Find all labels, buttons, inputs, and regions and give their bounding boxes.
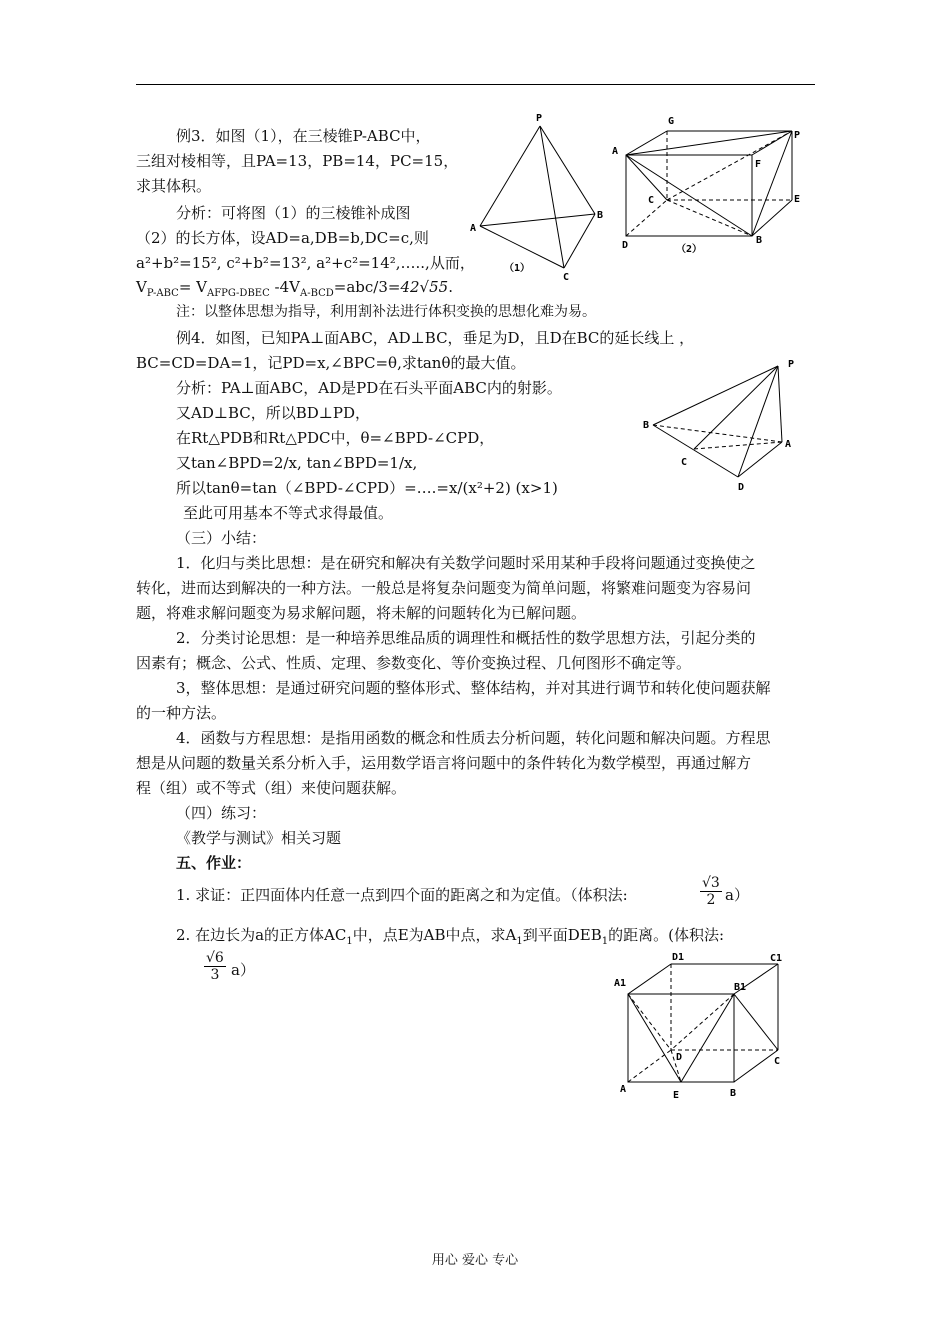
svg-text:A: A: [470, 223, 477, 234]
svg-text:C: C: [563, 272, 570, 283]
homework2-fraction: $\frac{√6}{3}$: [206, 950, 224, 983]
svg-text:（2）: （2）: [676, 244, 703, 255]
summary-p4-line3: 程（组）或不等式（组）来使问题获解。: [136, 779, 407, 797]
figure-pyramid: [640, 352, 810, 497]
summary-p3-line1: 3，整体思想：是通过研究问题的整体形式、整体结构，并对其进行调节和转化使问题获解: [176, 679, 771, 697]
analysis3-line1: 分析：可将图（1）的三棱锥补成图: [176, 204, 411, 222]
svg-text:C: C: [681, 457, 688, 468]
page-footer: 用心 爱心 专心: [431, 1253, 519, 1268]
svg-text:C: C: [774, 1056, 781, 1067]
svg-text:C1: C1: [770, 953, 783, 964]
analysis4-line1: 分析：PA⊥面ABC，AD是PD在石头平面ABC内的射影。: [176, 379, 562, 397]
svg-text:（1）: （1）: [504, 263, 531, 274]
svg-text:P: P: [794, 130, 801, 141]
homework-heading: 五、作业：: [176, 854, 252, 872]
note-line: 注：以整体思想为指导，利用割补法进行体积变换的思想化难为易。: [176, 304, 596, 320]
summary-p3-line2: 的一种方法。: [136, 704, 227, 722]
homework2-end: a）: [231, 961, 255, 979]
analysis3-volume: $V_{P-ABC}= V_{AFPG-DBEC}$ $-4V_{A-BCD}=abc/3=42√55$.: [136, 278, 453, 299]
practice-item: 《教学与测试》相关习题: [176, 829, 342, 847]
svg-text:P: P: [788, 359, 795, 370]
svg-text:B: B: [597, 210, 604, 221]
svg-text:E: E: [673, 1090, 680, 1101]
svg-text:G: G: [668, 116, 675, 127]
svg-text:B1: B1: [734, 982, 747, 993]
example3-line1: 例3．如图（1），在三棱锥P-ABC中，: [176, 127, 431, 145]
svg-text:E: E: [794, 194, 801, 205]
svg-text:A1: A1: [614, 978, 627, 989]
header-rule: [136, 84, 815, 85]
homework1-text: 1. 求证：正四面体内任意一点到四个面的距离之和为定值。（体积法:: [176, 886, 628, 904]
analysis3-line2: （2）的长方体，设AD=a,DB=b,DC=c,则: [136, 229, 429, 247]
homework2-text: 2. 在边长为a的正方体$AC_1$中，点E为AB中点，求$A_1$到平面$DEB_1$的距离。(体积法:: [176, 926, 725, 947]
summary-heading: （三）小结：: [176, 529, 267, 547]
analysis4-line5: 所以tanθ=tan（∠BPD-∠CPD）=….=x/(x²+2) (x>1): [176, 479, 558, 497]
svg-text:B: B: [756, 235, 763, 246]
svg-text:D1: D1: [672, 952, 685, 963]
svg-text:A: A: [612, 146, 619, 157]
analysis3-line3: a²+b²=15², c²+b²=13², a²+c²=14²,…..,从而，: [136, 254, 475, 272]
example3-line3: 求其体积。: [136, 177, 212, 195]
svg-text:P: P: [536, 113, 543, 124]
svg-text:D: D: [676, 1052, 683, 1063]
svg-text:B: B: [730, 1088, 737, 1099]
svg-text:C: C: [648, 195, 655, 206]
summary-p1-line1: 1．化归与类比思想：是在研究和解决有关数学问题时采用某种手段将问题通过变换使之: [176, 554, 756, 572]
summary-p4-line1: 4．函数与方程思想：是指用函数的概念和性质去分析问题，转化问题和解决问题。方程思: [176, 729, 771, 747]
homework1-fraction: $\frac{√3}{2}$: [702, 875, 720, 908]
svg-text:A: A: [785, 439, 792, 450]
summary-p4-line2: 想是从问题的数量关系分析入手，运用数学语言将问题中的条件转化为数学模型，再通过解方: [136, 754, 752, 772]
summary-p2-line1: 2．分类讨论思想：是一种培养思维品质的调理性和概括性的数学思想方法，引起分类的: [176, 629, 756, 647]
analysis4-line3: 在Rt△PDB和Rt△PDC中，θ=∠BPD-∠CPD，: [176, 429, 495, 447]
svg-text:F: F: [755, 159, 762, 170]
example3-line2: 三组对棱相等，且PA=13，PB=14，PC=15，: [136, 152, 459, 170]
summary-p2-line2: 因素有；概念、公式、性质、定理、参数变化、等价变换过程、几何图形不确定等。: [136, 654, 692, 672]
svg-text:D: D: [622, 240, 629, 251]
analysis4-line4: 又tan∠BPD=2/x, tan∠BPD=1/x,: [176, 454, 418, 472]
svg-text:A: A: [620, 1084, 627, 1095]
example4-line2: BC=CD=DA=1，记PD=x,∠BPC=θ,求tanθ的最大值。: [136, 354, 526, 372]
homework1-end: a）: [725, 886, 749, 904]
analysis4-line6: 至此可用基本不等式求得最值。: [183, 504, 394, 522]
summary-p1-line2: 转化，进而达到解决的一种方法。一般总是将复杂问题变为简单问题，将繁难问题变为容易问: [136, 579, 752, 597]
figure-tetrahedron: [466, 108, 606, 288]
summary-p1-line3: 题，将难求解问题变为易求解问题，将未解的问题转化为已解问题。: [136, 604, 587, 622]
svg-text:B: B: [643, 420, 650, 431]
example4-line1: 例4．如图，已知PA⊥面ABC，AD⊥BC，垂足为D，且D在BC的延长线上 ，: [176, 329, 695, 347]
figure-cube: [612, 950, 792, 1100]
svg-text:D: D: [738, 482, 745, 493]
analysis4-line2: 又AD⊥BC，所以BD⊥PD，: [176, 404, 371, 422]
practice-heading: （四）练习：: [176, 804, 267, 822]
figure-box: [608, 110, 808, 260]
